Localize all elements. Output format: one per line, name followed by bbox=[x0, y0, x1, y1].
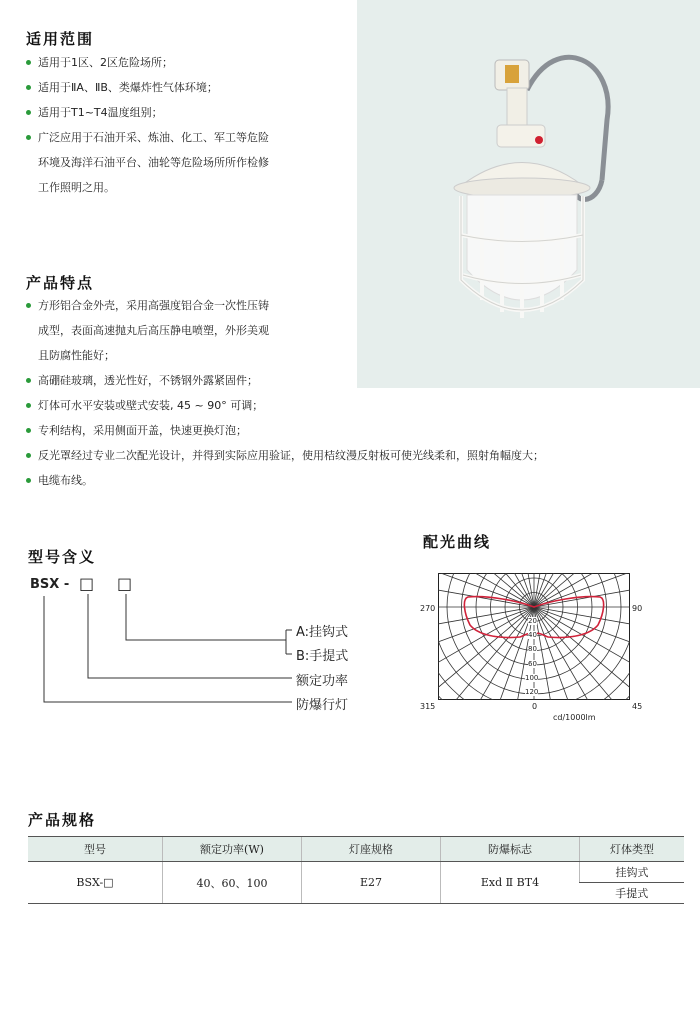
cell-ex-mark: Exd Ⅱ BT4 bbox=[441, 862, 580, 904]
scope-title: 适用范围 bbox=[26, 30, 95, 48]
angle-label-90: 90 bbox=[632, 604, 643, 613]
radial-label: 80 bbox=[528, 645, 537, 653]
bullet-icon bbox=[26, 478, 31, 483]
unit-label: cd/1000lm bbox=[553, 713, 596, 722]
features-list bbox=[26, 293, 544, 493]
bullet-icon bbox=[26, 403, 31, 408]
col-header-power: 额定功率(W) bbox=[163, 837, 302, 862]
cell-socket: E27 bbox=[302, 862, 441, 904]
model-box-power: □ bbox=[79, 574, 95, 593]
radial-label: 60 bbox=[528, 660, 537, 668]
bullet-icon bbox=[26, 60, 31, 65]
angle-label-270: 270 bbox=[420, 604, 436, 613]
col-header-socket: 灯座规格 bbox=[302, 837, 441, 862]
cell-type-handheld: 手提式 bbox=[580, 883, 685, 904]
radial-label: 20 bbox=[528, 617, 537, 625]
bullet-icon bbox=[26, 453, 31, 458]
table-row bbox=[28, 862, 684, 883]
model-box-type: □ bbox=[117, 574, 133, 593]
list-item: 专利结构，采用侧面开盖，快速更换灯泡； bbox=[26, 418, 544, 443]
col-header-lamp-type: 灯体类型 bbox=[580, 837, 685, 862]
list-item: 适用于ⅡA、ⅡB、类爆炸性气体环境； bbox=[26, 75, 269, 100]
col-header-ex-mark: 防爆标志 bbox=[441, 837, 580, 862]
radial-label: 120 bbox=[525, 688, 539, 696]
list-item: 方形铝合金外壳，采用高强度铝合金一次性压铸 成型，表面高速抛丸后高压静电喷塑，外形美观 且防腐性能好； bbox=[26, 293, 544, 368]
features-title: 产品特点 bbox=[26, 274, 95, 292]
list-item: 高硼硅玻璃，透光性好，不锈钢外露紧固件； bbox=[26, 368, 544, 393]
list-item: 适用于T1~T4温度组别； bbox=[26, 100, 269, 125]
angle-label-45: 45 bbox=[632, 702, 643, 711]
cell-model: BSX-□ bbox=[28, 862, 163, 904]
angle-label-0: 0 bbox=[532, 702, 538, 711]
list-item: 电缆布线。 bbox=[26, 468, 544, 493]
table-header-row bbox=[28, 837, 684, 862]
bullet-icon bbox=[26, 378, 31, 383]
cell-type-hook: 挂钩式 bbox=[580, 862, 685, 883]
angle-label-315: 315 bbox=[420, 702, 436, 711]
model-connector-lines bbox=[0, 590, 320, 715]
model-label-power: 额定功率 bbox=[296, 674, 349, 689]
list-item: 广泛应用于石油开采、炼油、化工、军工等危险 环境及海洋石油平台、油轮等危险场所所作检修 工作照明之用。 bbox=[26, 125, 269, 200]
radial-label: 100 bbox=[525, 674, 539, 682]
scope-list bbox=[26, 50, 269, 200]
spec-table bbox=[28, 836, 684, 904]
light-curve-title: 配光曲线 bbox=[423, 533, 492, 551]
bullet-icon bbox=[26, 135, 31, 140]
bullet-icon bbox=[26, 428, 31, 433]
model-code: BSX - bbox=[30, 577, 70, 592]
bullet-icon bbox=[26, 85, 31, 90]
bullet-icon bbox=[26, 110, 31, 115]
radial-label: 40 bbox=[528, 631, 537, 639]
model-label-handheld: B:手提式 bbox=[296, 649, 349, 664]
list-item: 适用于1区、2区危险场所； bbox=[26, 50, 269, 75]
col-header-model: 型号 bbox=[28, 837, 163, 862]
specs-title: 产品规格 bbox=[28, 811, 97, 829]
list-item: 灯体可水平安装或壁式安装, 45 ~ 90° 可调； bbox=[26, 393, 544, 418]
bullet-icon bbox=[26, 303, 31, 308]
model-label-lamp-type: 防爆行灯 bbox=[296, 698, 349, 713]
model-meaning-title: 型号含义 bbox=[28, 548, 97, 566]
cell-power: 40、60、100 bbox=[163, 862, 302, 904]
model-label-hook: A:挂钩式 bbox=[296, 625, 349, 640]
list-item: 反光罩经过专业二次配光设计，并得到实际应用验证，使用桔纹漫反射板可使光线柔和，照射角幅度大； bbox=[26, 443, 544, 468]
